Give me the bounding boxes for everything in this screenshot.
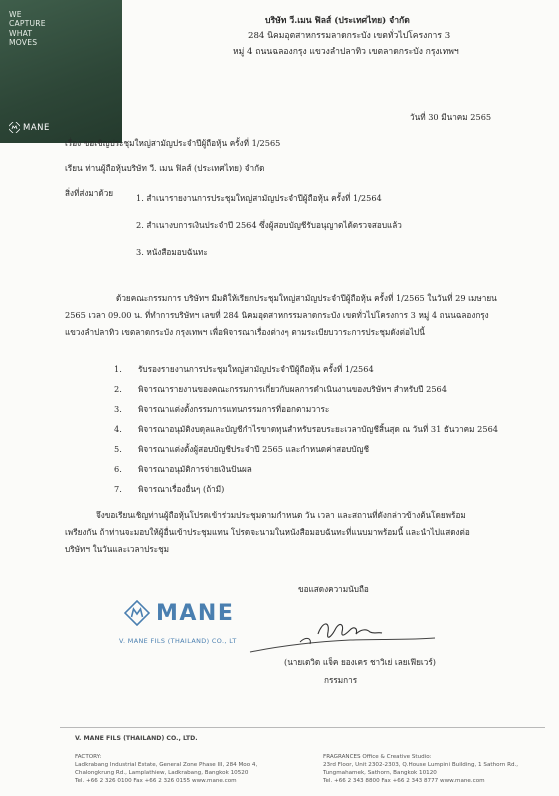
signatory-title: กรรมการ [324, 675, 358, 685]
agenda-text: พิจารณาอนุมัติการจ่ายเงินปันผล [138, 464, 252, 474]
company-name: บริษัท วี.เมน ฟิลส์ (ประเทศไทย) จำกัด [265, 16, 410, 26]
agenda-no: 3. [114, 404, 122, 414]
footer-office-line: 23rd Floor, Unit 2302-2303, Q.House Lumpini Building, 1 Sathorn Rd., [323, 762, 519, 768]
letter-subject: เรื่อง ขอเชิญประชุมใหญ่สามัญประจำปีผู้ถือหุ้น ครั้งที่ 1/2565 [65, 138, 281, 148]
panel-logo-text: MANE [23, 122, 50, 133]
agenda-text: รับรองรายงานการประชุมใหญ่สามัญประจำปีผู้ถือหุ้น ครั้งที่ 1/2564 [138, 364, 374, 374]
tagline-line: MOVES [9, 38, 38, 48]
agenda-no: 2. [114, 384, 122, 394]
closing-line: เพรียงกัน ถ้าท่านจะมอบให้ผู้อื่นเข้าประชุมแทน โปรดจะนามในหนังสือมอบฉันทะที่แนบมาพร้อมนี้ และนำไปแสดงต่อ [65, 527, 470, 537]
footer-factory-line: Tel. +66 2 326 0100 Fax +66 2 326 0155 www.mane.com [75, 778, 237, 784]
agenda-text: พิจารณาแต่งตั้งกรรมการแทนกรรมการที่ออกตามวาระ [138, 404, 330, 414]
footer-factory-line: Chalongkrung Rd., Lamplathiew, Ladkrabang, Bangkok 10520 [75, 770, 249, 776]
footer-company: V. MANE FILS (THAILAND) CO., LTD. [75, 735, 198, 742]
agenda-no: 1. [114, 364, 122, 374]
closing-line: จึงขอเรียนเชิญท่านผู้ถือหุ้นโปรดเข้าร่วมประชุมตามกำหนด วัน เวลา และสถานที่ดังกล่าวข้างต้นโดยพร้อม [96, 510, 466, 520]
body-line: 2565 เวลา 09.00 น. ที่ทำการบริษัทฯ เลขที่ 284 นิคมอุตสาหกรรมลาดกระบัง เขตทั่วไปโครงการ 3 หมู่ 4 ถนนฉลองกรุง [65, 310, 489, 320]
sign-off: ขอแสดงความนับถือ [298, 584, 369, 594]
body-line: แขวงลำปลาทิว เขตลาดกระบัง กรุงเทพฯ เพื่อพิจารณาเรื่องต่างๆ ตามระเบียบวาระการประชุมดังต่อไปนี้ [65, 327, 425, 337]
footer-office-label: FRAGRANCES Office & Creative Studio: [323, 754, 432, 760]
enclosure-item: 2. สำเนางบการเงินประจำปี 2564 ซึ่งผู้สอบบัญชีรับอนุญาตได้ตรวจสอบแล้ว [136, 220, 402, 230]
tagline-line: WHAT [9, 28, 33, 38]
tagline-line: CAPTURE [9, 19, 46, 29]
signature [240, 612, 440, 662]
signatory-name: (นายเดวิด แจ็ค ยองเคร ชาวิเย่ เลยเฟียเวร์) [284, 657, 436, 667]
enclosures-label: สิ่งที่ส่งมาด้วย [65, 188, 114, 198]
agenda-no: 5. [114, 444, 122, 454]
body-line: ด้วยคณะกรรมการ บริษัทฯ มีมติให้เรียกประชุมใหญ่สามัญประจำปีผู้ถือหุ้น ครั้งที่ 1/2565 ในวันที่ 29 เมษายน [116, 293, 497, 303]
enclosure-item: 3. หนังสือมอบฉันทะ [136, 247, 208, 257]
mane-diamond-icon [124, 600, 150, 626]
letter-recipient: เรียน ท่านผู้ถือหุ้นบริษัท วี. เมน ฟิลส์ (ประเทศไทย) จำกัด [65, 163, 265, 173]
footer-office-line: Tungmahamek, Sathorn, Bangkok 10120 [323, 770, 437, 776]
tagline-line: WE [9, 10, 22, 19]
enclosure-item: 1. สำเนารายงานการประชุมใหญ่สามัญประจำปีผู้ถือหุ้น ครั้งที่ 1/2564 [136, 193, 382, 203]
footer-divider [60, 727, 545, 728]
letter-date: วันที่ 30 มีนาคม 2565 [410, 112, 492, 122]
agenda-no: 7. [114, 484, 122, 494]
agenda-text: พิจารณาแต่งตั้งผู้สอบบัญชีประจำปี 2565 และกำหนดค่าสอบบัญชี [138, 444, 370, 454]
agenda-text: พิจารณารายงานของคณะกรรมการเกี่ยวกับผลการดำเนินงานของบริษัทฯ สำหรับปี 2564 [138, 384, 447, 394]
company-logo-text: MANE [156, 600, 235, 626]
agenda-text: พิจารณาเรื่องอื่นๆ (ถ้ามี) [138, 484, 225, 494]
agenda-no: 6. [114, 464, 122, 474]
agenda-no: 4. [114, 424, 122, 434]
footer-office-line: Tel. +66 2 343 8800 Fax +66 2 343 8777 www.mane.com [323, 778, 485, 784]
mane-logo-icon [9, 122, 20, 133]
address-line-1: 284 นิคมอุตสาหกรรมลาดกระบัง เขตทั่วไปโครงการ 3 [248, 31, 451, 41]
company-logo-subtext: V. MANE FILS (THAILAND) CO., LT [119, 637, 237, 645]
footer-factory-line: Ladkrabang Industrial Estate, General Zone Phase III, 284 Moo 4, [75, 762, 258, 768]
closing-line: บริษัทฯ ในวันและเวลาประชุม [65, 544, 170, 554]
brand-tagline [9, 10, 46, 48]
address-line-2: หมู่ 4 ถนนฉลองกรุง แขวงลำปลาทิว เขตลาดกระบัง กรุงเทพฯ [233, 47, 459, 57]
agenda-text: พิจารณาอนุมัติงบดุลและบัญชีกำไรขาดทุนสำหรับรอบระยะเวลาบัญชีสิ้นสุด ณ วันที่ 31 ธันวาคม 2564 [138, 424, 498, 434]
company-logo [124, 600, 234, 626]
footer-factory-label: FACTORY: [75, 754, 102, 760]
panel-logo [9, 122, 50, 133]
